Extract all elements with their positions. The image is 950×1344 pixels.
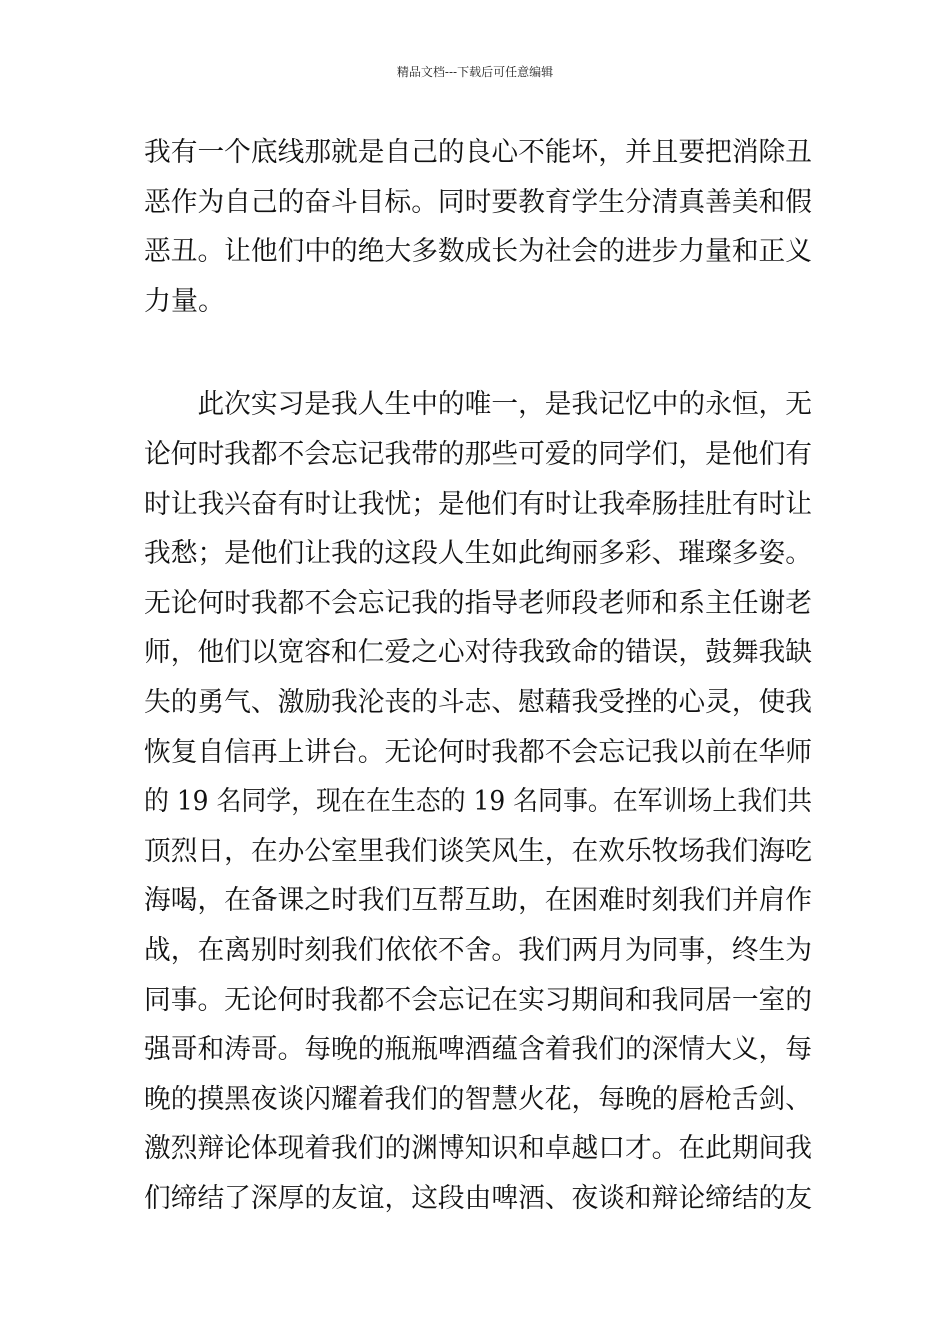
text-line: 此次实习是我人生中的唯一，是我记忆中的永恒，无 [144,389,812,421]
text-line: 论何时我都不会忘记我带的那些可爱的同学们，是他们有 [144,438,812,470]
text-line: 恶丑。让他们中的绝大多数成长为社会的进步力量和正义 [144,236,812,268]
text-line: 无论何时我都不会忘记我的指导老师段老师和系主任谢老 [144,587,812,619]
text-line: 强哥和涛哥。每晚的瓶瓶啤酒蕴含着我们的深情大义，每 [144,1034,812,1066]
paragraph-2 [144,380,812,1223]
text-line: 恢复自信再上讲台。无论何时我都不会忘记我以前在华师 [144,736,812,768]
text-line: 恶作为自己的奋斗目标。同时要教育学生分清真善美和假 [144,186,812,218]
paragraph-spacer [144,326,812,380]
text-line: 同事。无论何时我都不会忘记在实习期间和我同居一室的 [144,984,812,1016]
paragraph-1 [144,128,812,326]
text-line: 海喝，在备课之时我们互帮互助，在困难时刻我们并肩作 [144,885,812,917]
text-line: 战，在离别时刻我们依依不舍。我们两月为同事，终生为 [144,934,812,966]
text-line: 晚的摸黑夜谈闪耀着我们的智慧火花，每晚的唇枪舌剑、 [144,1083,812,1115]
text-line: 力量。 [144,285,225,317]
text-line: 失的勇气、激励我沦丧的斗志、慰藉我受挫的心灵，使我 [144,686,812,718]
document-body [144,128,812,1223]
text-line: 时让我兴奋有时让我忧；是他们有时让我牵肠挂肚有时让 [144,488,812,520]
page-header: 精品文档---下载后可任意编辑 [396,65,554,79]
text-line: 激烈辩论体现着我们的渊博知识和卓越口才。在此期间我 [144,1133,812,1165]
text-line: 们缔结了深厚的友谊，这段由啤酒、夜谈和辩论缔结的友 [144,1182,812,1214]
text-line: 我有一个底线那就是自己的良心不能坏，并且要把消除丑 [144,137,812,168]
text-line: 顶烈日，在办公室里我们谈笑风生，在欢乐牧场我们海吃 [144,835,812,867]
text-line: 的 19 名同学，现在在生态的 19 名同事。在军训场上我们共 [144,786,813,818]
text-line: 我愁；是他们让我的这段人生如此绚丽多彩、璀璨多姿。 [144,538,812,570]
text-line: 师，他们以宽容和仁爱之心对待我致命的错误，鼓舞我缺 [144,637,812,669]
